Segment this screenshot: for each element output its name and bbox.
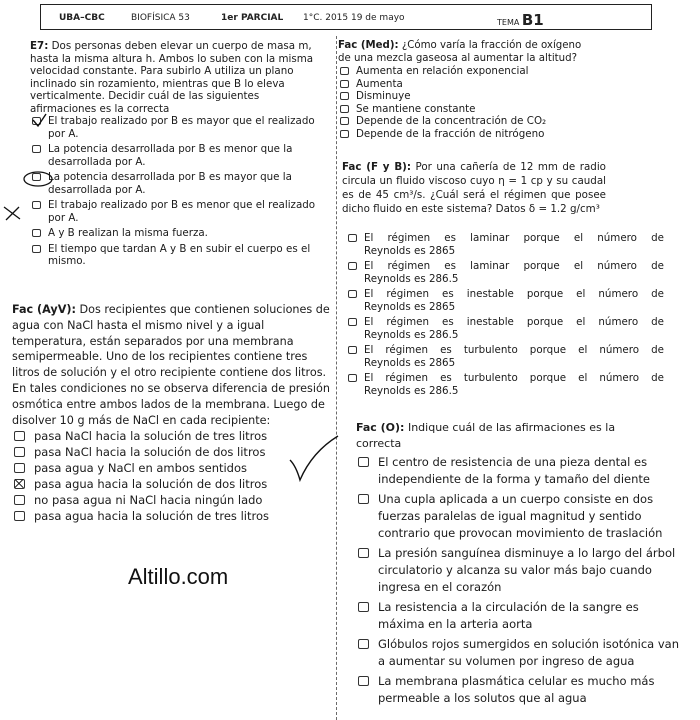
fyb-option-line2: Reynolds es 286.5 bbox=[364, 385, 459, 397]
e7-option-text: La potencia desarrollada por B es menor que la desarrollada por A. bbox=[48, 143, 293, 168]
ayv-option-text: pasa agua hacia la solución de dos litros bbox=[34, 477, 268, 492]
e7-text: Dos personas deben elevar un cuerpo de masa m, hasta la misma altura h. Ambos lo suben con la misma velocidad constante. Para subirlo A utiliza un plano inclinado sin rozamiento, mientras que B lo eleva verticalmente. Decidir cuál de las siguientes afirmaciones es la correcta bbox=[30, 40, 314, 115]
o-option-6[interactable] bbox=[356, 673, 688, 707]
cross-scribble bbox=[4, 207, 20, 220]
checkbox[interactable] bbox=[340, 117, 349, 125]
med-option-text: Se mantiene constante bbox=[356, 102, 476, 115]
ayv-option-text: pasa NaCl hacia la solución de dos litros bbox=[34, 445, 266, 460]
fyb-option-line2: Reynolds es 2865 bbox=[364, 357, 456, 369]
checkbox[interactable] bbox=[348, 318, 357, 326]
checkbox[interactable] bbox=[358, 602, 369, 612]
ayv-option-4[interactable] bbox=[12, 476, 330, 492]
fyb-options bbox=[346, 232, 664, 398]
checkbox[interactable] bbox=[14, 431, 25, 441]
tema-value: B1 bbox=[521, 11, 544, 29]
fyb-option-line1: El régimen es turbulento porque el número de bbox=[364, 372, 664, 384]
checkbox[interactable] bbox=[14, 511, 25, 521]
fyb-option-4[interactable] bbox=[346, 316, 664, 342]
med-option-1[interactable] bbox=[338, 65, 594, 78]
checkbox[interactable] bbox=[348, 374, 357, 382]
handwritten-check-ayv bbox=[286, 432, 342, 486]
checkbox-crossed[interactable] bbox=[14, 479, 25, 489]
e7-label: E7: bbox=[30, 40, 49, 52]
circle-scribble bbox=[24, 172, 52, 186]
checkbox[interactable] bbox=[32, 229, 41, 237]
o-option-text: Glóbulos rojos sumergidos en solución isotónica van a aumentar su volumen por ingreso de agua bbox=[378, 637, 680, 668]
check-scribble bbox=[33, 114, 46, 126]
med-statement bbox=[338, 40, 594, 65]
fyb-option-6[interactable] bbox=[346, 372, 664, 398]
checkbox[interactable] bbox=[14, 463, 25, 473]
checkbox[interactable] bbox=[348, 290, 357, 298]
ayv-statement bbox=[12, 302, 330, 428]
e7-option-2[interactable] bbox=[30, 143, 322, 168]
ayv-option-text: pasa NaCl hacia la solución de tres litros bbox=[34, 429, 268, 444]
o-option-text: El centro de resistencia de una pieza dental es independiente de la forma y tamaño del diente bbox=[378, 455, 650, 486]
med-option-text: Aumenta en relación exponencial bbox=[356, 65, 529, 77]
ayv-option-6[interactable] bbox=[12, 508, 330, 524]
o-option-text: La resistencia a la circulación de la sangre es máxima en la arteria aorta bbox=[378, 600, 639, 631]
checkbox[interactable] bbox=[340, 105, 349, 113]
checkbox[interactable] bbox=[348, 262, 357, 270]
ayv-label: Fac (AyV): bbox=[12, 303, 76, 316]
e7-option-text: La potencia desarrollada por B es mayor que la desarrollada por A. bbox=[48, 171, 292, 196]
fyb-option-line1: El régimen es turbulento porque el número de bbox=[364, 344, 664, 356]
check-scribble bbox=[290, 436, 338, 480]
med-option-6[interactable] bbox=[338, 128, 594, 141]
header-tema bbox=[497, 11, 544, 29]
o-option-5[interactable] bbox=[356, 636, 688, 670]
fyb-option-line2: Reynolds es 2865 bbox=[364, 245, 456, 257]
exam-header bbox=[40, 4, 652, 30]
fyb-option-5[interactable] bbox=[346, 344, 664, 370]
tema-label: TEMA bbox=[497, 18, 520, 27]
checkbox[interactable] bbox=[340, 80, 349, 88]
med-option-4[interactable] bbox=[338, 103, 594, 116]
o-option-text: La presión sanguínea disminuye a lo largo del árbol circulatorio y alcanza su valor más bajo cuando ingresa en el corazón bbox=[378, 546, 676, 594]
e7-option-1[interactable] bbox=[30, 115, 322, 140]
question-ayv bbox=[12, 302, 330, 524]
o-option-2[interactable] bbox=[356, 491, 688, 542]
watermark: Altillo.com bbox=[128, 564, 229, 589]
checkbox[interactable] bbox=[14, 447, 25, 457]
checkbox[interactable] bbox=[358, 639, 369, 649]
med-option-text: Depende de la concentración de CO₂ bbox=[356, 115, 547, 127]
checkbox[interactable] bbox=[348, 234, 357, 242]
ayv-option-text: pasa agua hacia la solución de tres litros bbox=[34, 509, 269, 524]
e7-option-4[interactable] bbox=[30, 199, 322, 224]
question-fyb bbox=[342, 160, 606, 216]
fyb-option-line1: El régimen es laminar porque el número de bbox=[364, 260, 664, 272]
med-text: ¿Cómo varía la fracción de oxígeno de una mezcla gaseosa al aumentar la altitud? bbox=[338, 40, 582, 64]
med-option-5[interactable] bbox=[338, 115, 594, 128]
o-option-text: La membrana plasmática celular es mucho más permeable a los solutos que al agua bbox=[378, 674, 655, 705]
fyb-label: Fac (F y B): bbox=[342, 161, 411, 173]
checkbox[interactable] bbox=[32, 245, 41, 253]
e7-option-text: El trabajo realizado por B es menor que el realizado por A. bbox=[48, 199, 316, 224]
column-divider bbox=[336, 36, 337, 720]
med-option-text: Aumenta bbox=[356, 77, 403, 90]
med-option-2[interactable] bbox=[338, 78, 594, 91]
o-label: Fac (O): bbox=[356, 421, 405, 434]
e7-option-6[interactable] bbox=[30, 243, 322, 268]
header-date: 1°C. 2015 19 de mayo bbox=[303, 13, 405, 23]
o-option-3[interactable] bbox=[356, 545, 688, 596]
fyb-option-line2: Reynolds es 286.5 bbox=[364, 329, 459, 341]
fyb-option-3[interactable] bbox=[346, 288, 664, 314]
question-o bbox=[356, 420, 688, 707]
fyb-option-2[interactable] bbox=[346, 260, 664, 286]
checkbox[interactable] bbox=[358, 457, 369, 467]
ayv-option-2[interactable] bbox=[12, 444, 330, 460]
question-e7 bbox=[30, 40, 322, 268]
fyb-option-line2: Reynolds es 2865 bbox=[364, 301, 456, 313]
checkbox[interactable] bbox=[340, 67, 349, 75]
med-option-text: Disminuye bbox=[356, 90, 411, 102]
fyb-option-1[interactable] bbox=[346, 232, 664, 258]
o-option-text: Una cupla aplicada a un cuerpo consiste en dos fuerzas paralelas de igual magnitud y sentido contrario que provocan movimiento de traslación bbox=[378, 492, 663, 540]
checkbox[interactable] bbox=[14, 495, 25, 505]
o-option-1[interactable] bbox=[356, 454, 688, 488]
e7-statement bbox=[30, 40, 322, 115]
fyb-option-line1: El régimen es inestable porque el número de bbox=[364, 316, 664, 328]
e7-option-text: El tiempo que tardan A y B en subir el cuerpo es el mismo. bbox=[48, 242, 311, 267]
fyb-statement bbox=[342, 160, 606, 216]
ayv-options bbox=[12, 428, 330, 524]
fyb-text: Por una cañería de 12 mm de radio circula un fluido viscoso cuyo η = 1 cp y su caudal es de 45 cm³/s. ¿Cuál será el régimen que posee dicho fluido en este sistema? Datos δ = 1.2 g/cm³ bbox=[342, 161, 606, 215]
header-school: UBA–CBC bbox=[59, 13, 105, 23]
e7-option-5[interactable] bbox=[30, 227, 322, 240]
checkbox[interactable] bbox=[358, 676, 369, 686]
o-option-4[interactable] bbox=[356, 599, 688, 633]
o-text: Indique cuál de las afirmaciones es la correcta bbox=[356, 421, 616, 450]
fyb-option-line1: El régimen es laminar porque el número de bbox=[364, 232, 664, 244]
header-subject: BIOFÍSICA 53 bbox=[131, 13, 190, 23]
checkbox[interactable] bbox=[348, 346, 357, 354]
checkbox[interactable] bbox=[340, 130, 349, 138]
checkbox[interactable] bbox=[340, 92, 349, 100]
ayv-option-3[interactable] bbox=[12, 460, 330, 476]
ayv-text: Dos recipientes que contienen soluciones de agua con NaCl hasta el mismo nivel y a igual temperatura, están separados por una membrana semipermeable. Uno de los recipientes contiene tres litros de solución y el otro recipiente contiene dos litros. En tales condiciones no se observa diferencia de presión osmótica entre ambos lados de la membrana. Luego de disolver 10 g más de NaCl en cada recipiente: bbox=[12, 303, 330, 427]
med-label: Fac (Med): bbox=[338, 40, 399, 51]
med-option-text: Depende de la fracción de nitrógeno bbox=[356, 127, 545, 140]
e7-option-3[interactable] bbox=[30, 171, 322, 196]
fyb-option-line1: El régimen es inestable porque el número de bbox=[364, 288, 664, 300]
e7-option-text: A y B realizan la misma fuerza. bbox=[48, 227, 208, 239]
ayv-option-5[interactable] bbox=[12, 492, 330, 508]
ayv-option-text: no pasa agua ni NaCl hacia ningún lado bbox=[34, 493, 263, 508]
ayv-option-1[interactable] bbox=[12, 428, 330, 444]
med-option-3[interactable] bbox=[338, 90, 594, 103]
checkbox[interactable] bbox=[358, 548, 369, 558]
header-exam: 1er PARCIAL bbox=[221, 13, 284, 23]
handwritten-marks-e7 bbox=[0, 110, 60, 225]
o-statement bbox=[356, 420, 616, 451]
e7-option-text: El trabajo realizado por B es mayor que el realizado por A. bbox=[48, 115, 315, 140]
question-med bbox=[338, 40, 594, 140]
checkbox[interactable] bbox=[358, 494, 369, 504]
ayv-option-text: pasa agua y NaCl en ambos sentidos bbox=[34, 461, 248, 476]
fyb-option-line2: Reynolds es 286.5 bbox=[364, 273, 459, 285]
